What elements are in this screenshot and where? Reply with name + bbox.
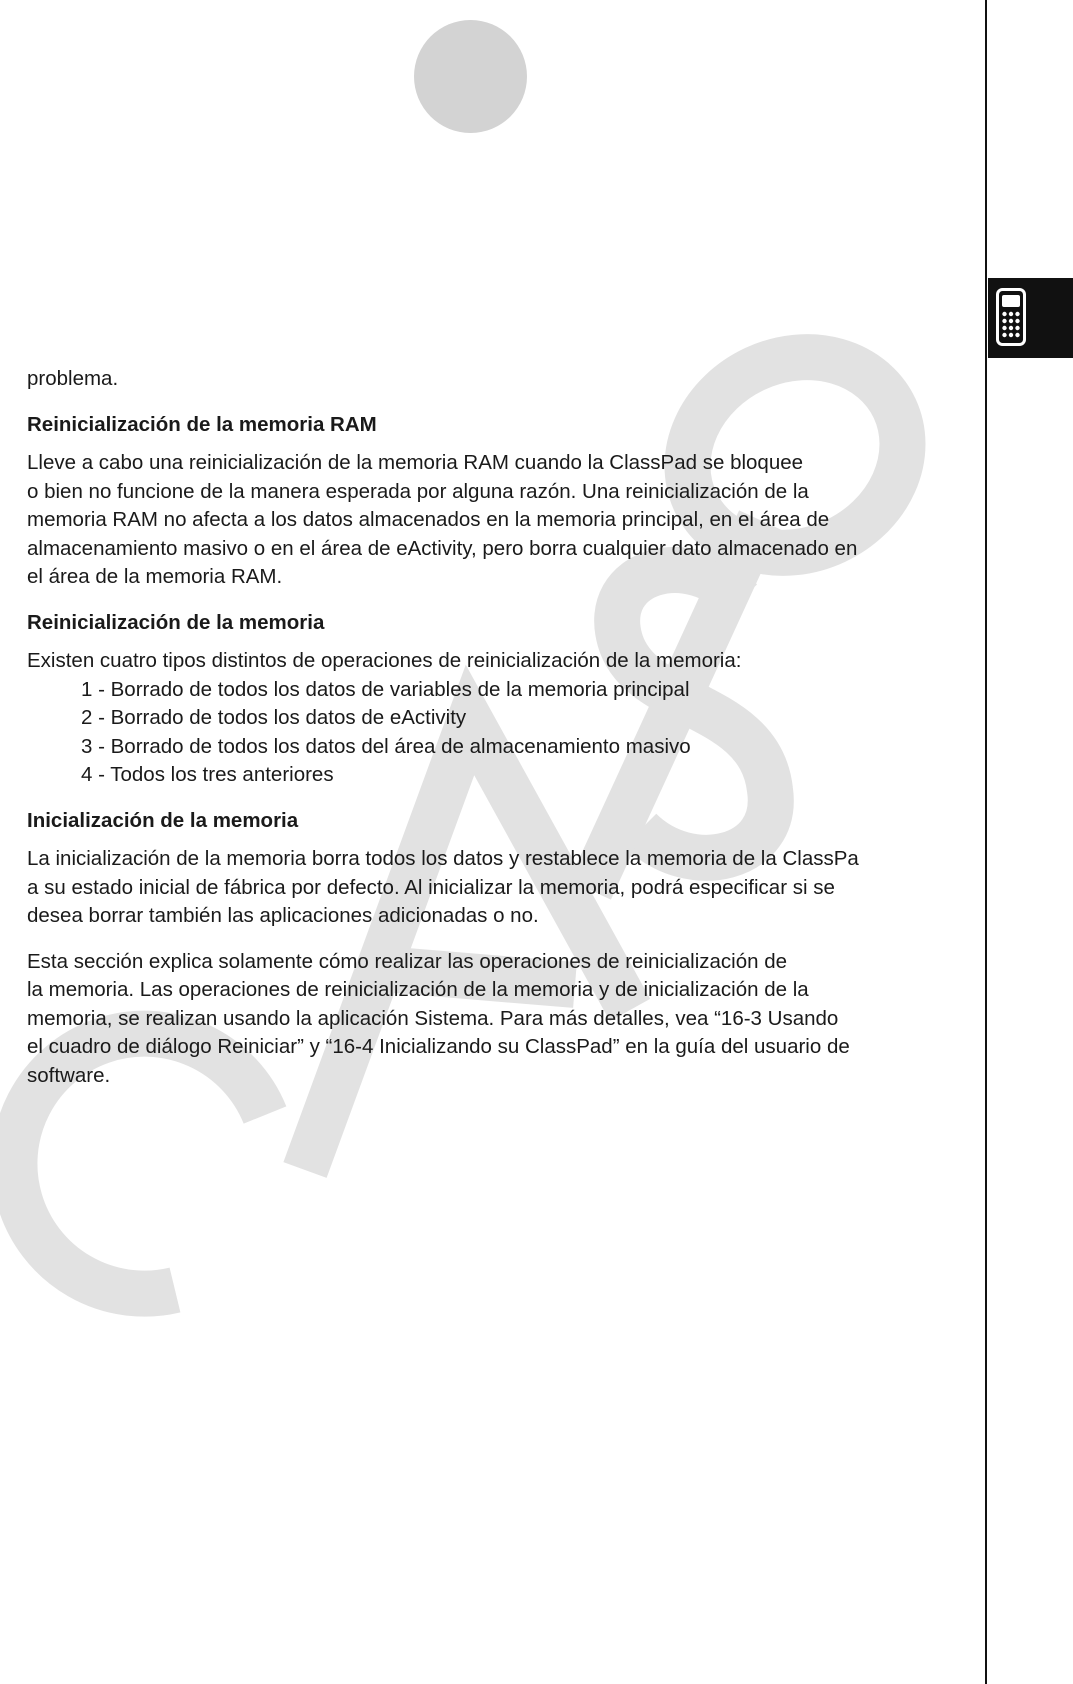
heading-memory-reset: Reinicialización de la memoria bbox=[27, 610, 325, 634]
text-line: a su estado inicial de fábrica por defecto. Al inicializar la memoria, podrá especificar si se bbox=[27, 875, 835, 899]
list-item: 2 - Borrado de todos los datos de eActivity bbox=[81, 706, 467, 729]
text-line: el área de la memoria RAM. bbox=[27, 565, 283, 588]
text-line: software. bbox=[27, 1063, 111, 1087]
heading-memory-init: Inicialización de la memoria bbox=[27, 808, 299, 832]
text-line: memoria, se realizan usando la aplicación Sistema. Para más detalles, vea “16-3 Usando bbox=[27, 1006, 839, 1030]
text-line: la memoria. Las operaciones de reinicialización de la memoria y de inicialización de la bbox=[27, 978, 809, 1001]
text-line: Lleve a cabo una reinicialización de la memoria RAM cuando la ClassPad se bloquee bbox=[27, 451, 804, 474]
text-line: memoria RAM no afecta a los datos almacenados en la memoria principal, en el área de bbox=[27, 508, 830, 531]
gray-circle-marker bbox=[414, 20, 527, 133]
paragraph-closing bbox=[27, 948, 957, 1091]
page-content bbox=[27, 365, 957, 1107]
memory-reset-list bbox=[27, 676, 957, 790]
side-tab bbox=[988, 278, 1073, 358]
list-item: 3 - Borrado de todos los datos del área de almacenamiento masivo bbox=[81, 734, 691, 758]
text-line: o bien no funcione de la manera esperada por alguna razón. Una reinicialización de la bbox=[27, 479, 809, 503]
paragraph-memory-init bbox=[27, 845, 957, 931]
list-item: 1 - Borrado de todos los datos de variables de la memoria principal bbox=[81, 677, 690, 701]
text-line: almacenamiento masivo o en el área de eActivity, pero borra cualquier dato almacenado en bbox=[27, 536, 858, 560]
heading-ram-reset: Reinicialización de la memoria RAM bbox=[27, 412, 377, 436]
list-item: 4 - Todos los tres anteriores bbox=[81, 763, 334, 786]
text-line: desea borrar también las aplicaciones adicionadas o no. bbox=[27, 904, 539, 927]
text-line: el cuadro de diálogo Reiniciar” y “16-4 Inicializando su ClassPad” en la guía del usuario de bbox=[27, 1035, 850, 1058]
right-margin-rule bbox=[985, 0, 987, 1684]
memory-reset-intro: Existen cuatro tipos distintos de operaciones de reinicialización de la memoria: bbox=[27, 649, 742, 672]
paragraph-ram-reset bbox=[27, 449, 957, 592]
text-line: La inicialización de la memoria borra todos los datos y restablece la memoria de la ClassPa bbox=[27, 847, 859, 870]
text-line: Esta sección explica solamente cómo realizar las operaciones de reinicialización de bbox=[27, 949, 788, 973]
lead-line: problema. bbox=[27, 367, 119, 390]
calculator-icon bbox=[996, 288, 1026, 346]
